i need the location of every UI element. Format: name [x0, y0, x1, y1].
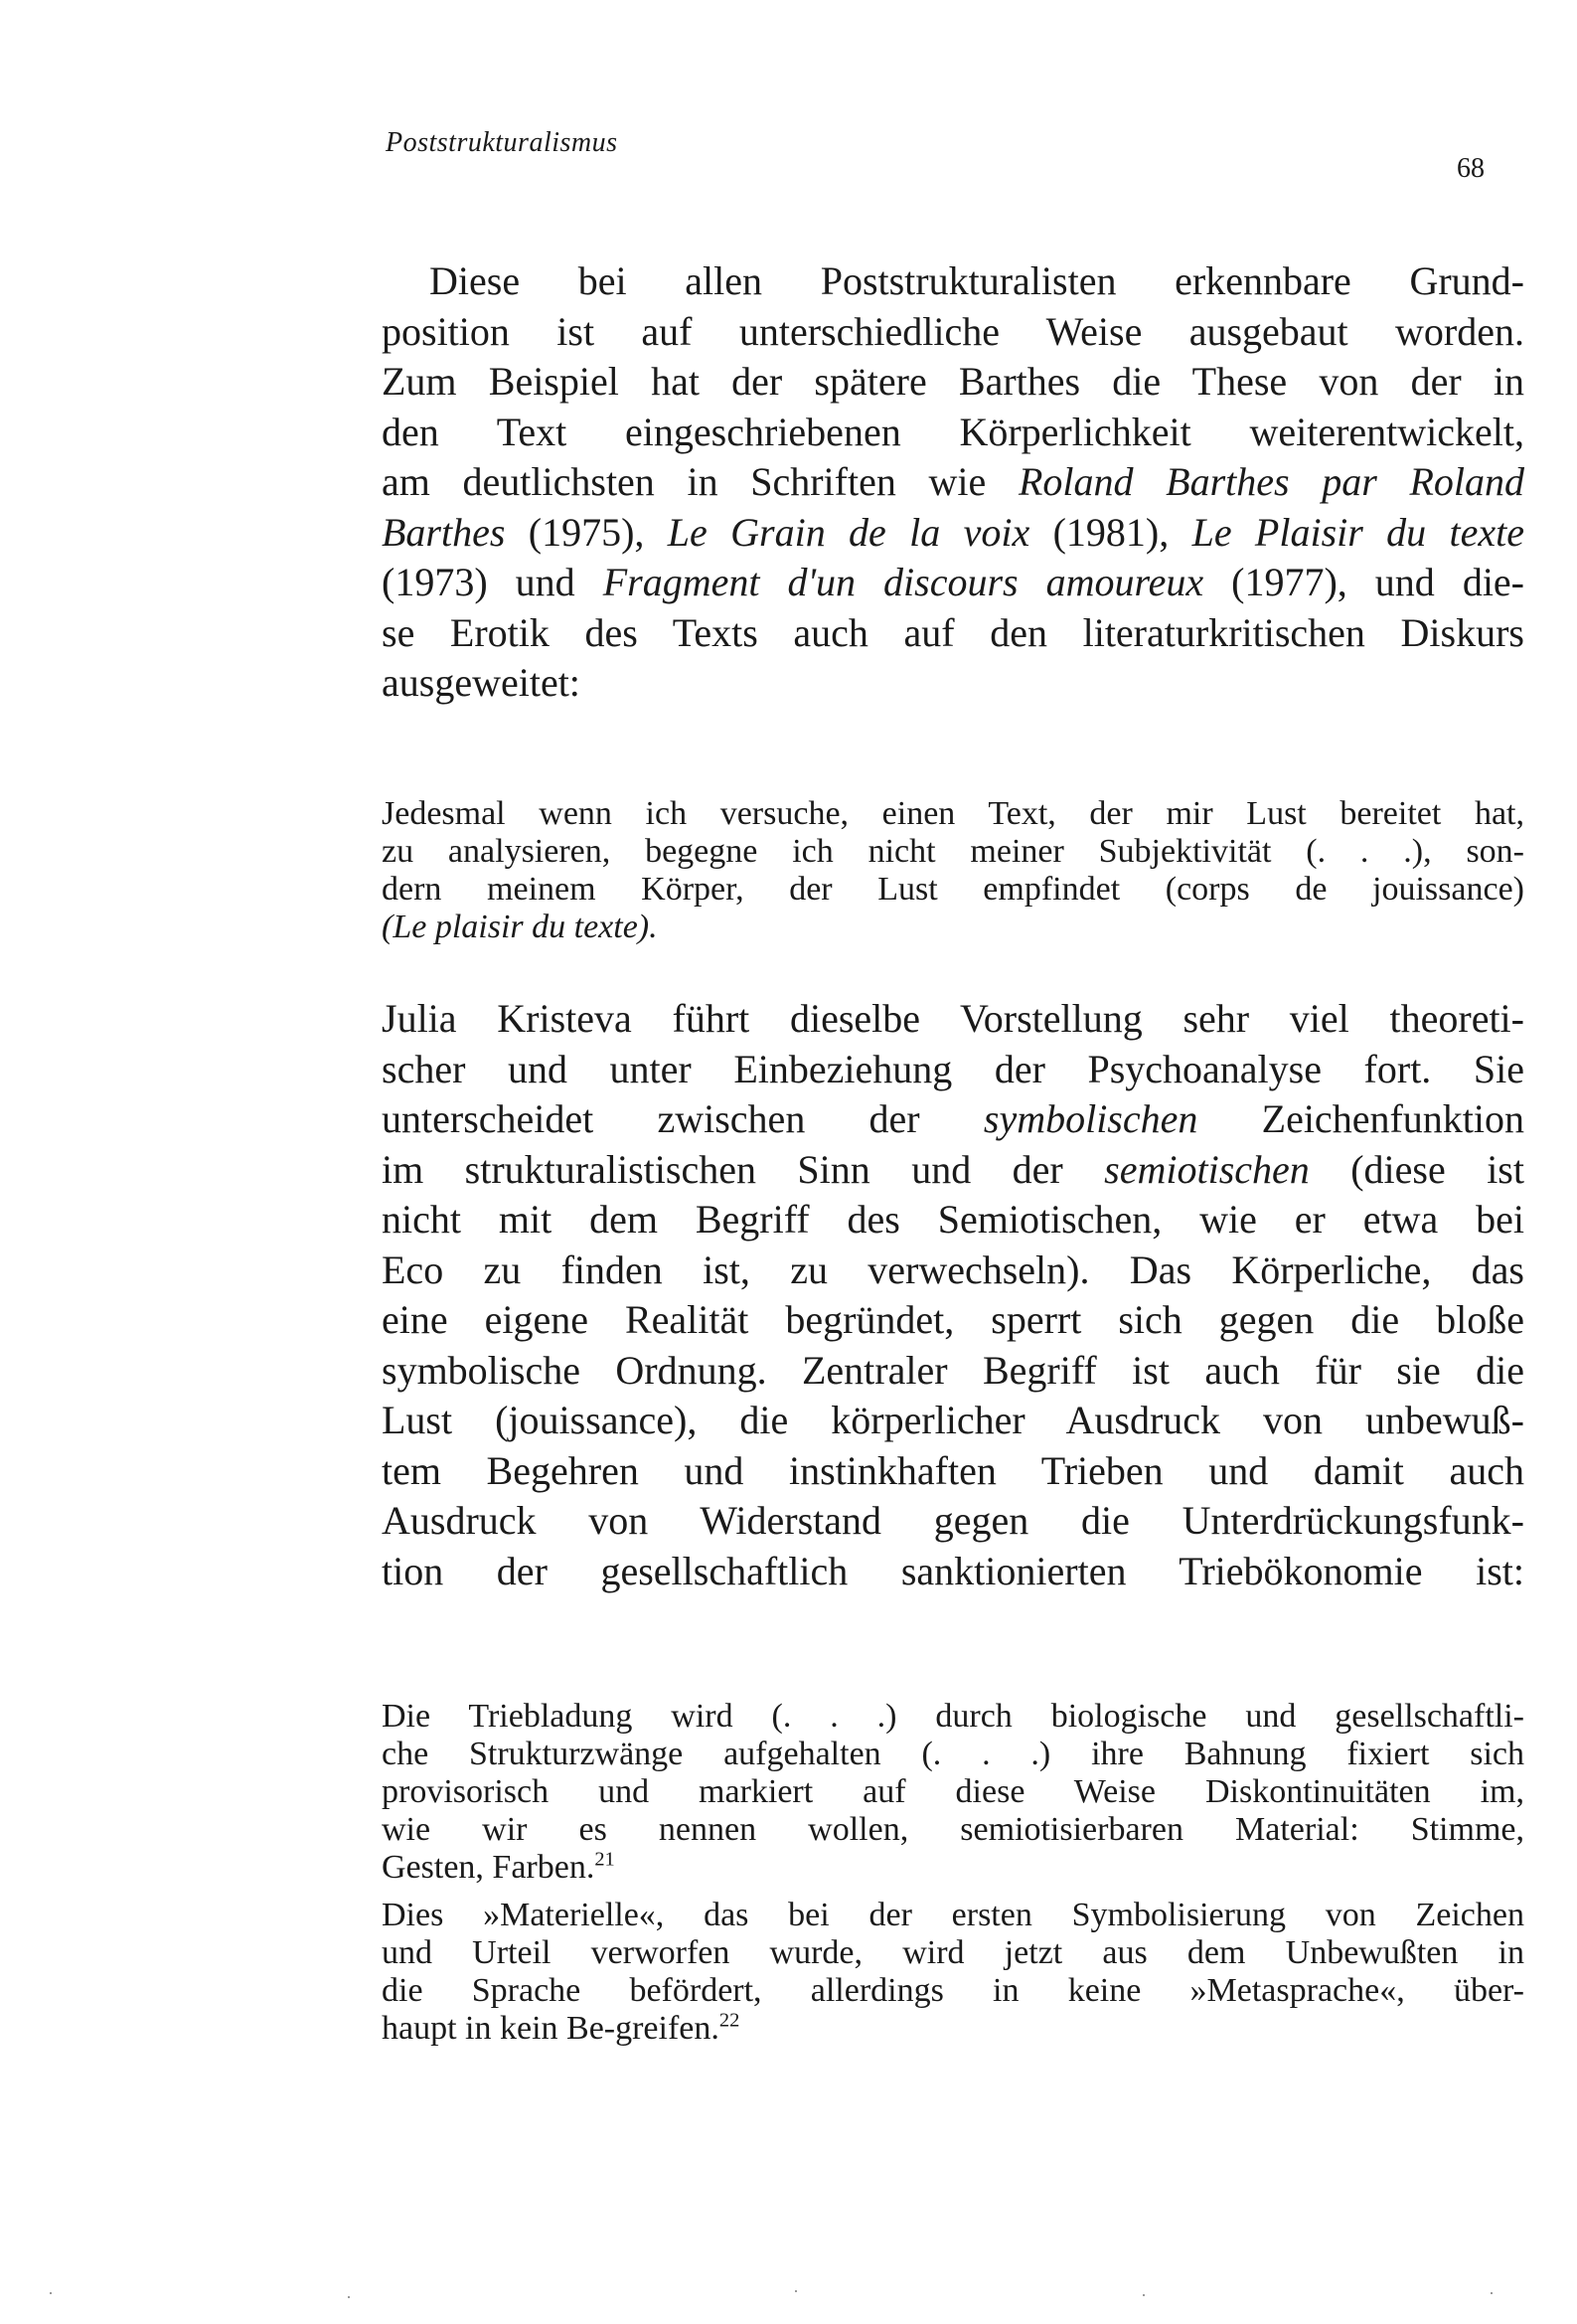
- footnote-marker: 22: [718, 2009, 740, 2032]
- source-title: (Le plaisir du texte).: [382, 909, 658, 945]
- emphasis: symbolischen: [983, 1096, 1198, 1141]
- footnote-marker: 21: [594, 1848, 615, 1871]
- text-line: Diese bei allen Poststrukturalisten erkennbare Grund-: [429, 258, 1524, 303]
- text-span: (1977), und die-: [1203, 560, 1525, 604]
- work-title: Barthes: [382, 509, 506, 555]
- quote-line: [382, 1849, 1524, 1887]
- text-line: [382, 1145, 1524, 1196]
- scan-dot: [348, 2296, 350, 2298]
- quote-line: und Urteil verworfen wurde, wird jetzt aus dem Unbewußten in: [382, 1934, 1524, 1971]
- text-line: scher und unter Einbeziehung der Psychoanalyse fort. Sie: [382, 1046, 1524, 1091]
- text-line: [382, 508, 1524, 559]
- text-span: am deutlichsten in Schriften wie: [382, 459, 1019, 504]
- scan-dot: [50, 2292, 52, 2294]
- text-line: Lust (jouissance), die körperlicher Ausdruck von unbewuß-: [382, 1398, 1524, 1442]
- quote-line: Jedesmal wenn ich versuche, einen Text, der mir Lust bereitet hat,: [382, 795, 1524, 832]
- text-line: nicht mit dem Begriff des Semiotischen, wie er etwa bei: [382, 1197, 1524, 1242]
- work-title: Le Plaisir du texte: [1191, 509, 1525, 555]
- text-line: tem Begehren und instinkhaften Trieben und damit auch: [382, 1447, 1524, 1493]
- scan-dot: [795, 2290, 797, 2292]
- text-span: (diese ist: [1309, 1146, 1524, 1192]
- text-line: eine eigene Realität begründet, sperrt sich gegen die bloße: [382, 1297, 1524, 1342]
- text-line: position ist auf unterschiedliche Weise ausgebaut worden.: [382, 308, 1524, 354]
- text-line: [382, 558, 1524, 608]
- text-line: se Erotik des Texts auch auf den literaturkritischen Diskurs: [382, 609, 1524, 655]
- quote-line: wie wir es nennen wollen, semiotisierbaren Material: Stimme,: [382, 1811, 1524, 1848]
- text-span: (1981),: [1029, 509, 1192, 555]
- text-line: [382, 457, 1524, 508]
- text-line: [382, 1094, 1524, 1145]
- quote-source: [382, 909, 1524, 946]
- text-line: Julia Kristeva führt dieselbe Vorstellung sehr viel theoreti-: [382, 996, 1524, 1041]
- quote-line: provisorisch und markiert auf diese Weise Diskontinuitäten im,: [382, 1773, 1524, 1810]
- block-quote-barthes: [382, 795, 1524, 946]
- quote-line: che Strukturzwänge aufgehalten (. . .) ihre Bahnung fixiert sich: [382, 1736, 1524, 1772]
- quote-line: Die Triebladung wird (. . .) durch biologische und gesellschaftli-: [382, 1698, 1524, 1735]
- quote-line: Dies »Materielle«, das bei der ersten Symbolisierung von Zeichen: [382, 1897, 1524, 1933]
- text-span: Zeichenfunktion: [1197, 1096, 1524, 1141]
- text-line: Zum Beispiel hat der spätere Barthes die These von der in: [382, 359, 1524, 404]
- text-span: (1973) und: [382, 560, 603, 604]
- scan-artifacts: [40, 2286, 1537, 2306]
- page-number: 68: [1457, 153, 1485, 184]
- scan-dot: [1143, 2294, 1145, 2296]
- text-line: den Text eingeschriebenen Körperlichkeit weiterentwickelt,: [382, 409, 1524, 454]
- block-quote-kristeva-2: [382, 1897, 1524, 2048]
- text-span: Gesten, Farben.: [382, 1849, 595, 1886]
- text-span: haupt in kein Be-greifen.: [382, 2010, 719, 2047]
- quote-line: [382, 2010, 1524, 2048]
- quote-line: dern meinem Körper, der Lust empfindet (corps de jouissance): [382, 871, 1524, 908]
- text-line: ausgeweitet:: [382, 660, 580, 705]
- work-title: Roland Barthes par Roland: [1018, 459, 1525, 504]
- scan-dot: [1491, 2292, 1493, 2294]
- work-title: Le Grain de la voix: [667, 509, 1030, 555]
- emphasis: semiotischen: [1104, 1146, 1310, 1192]
- text-line: tion der gesellschaftlich sanktionierten Triebökonomie ist:: [382, 1548, 1524, 1593]
- text-line: Eco zu finden ist, zu verwechseln). Das Körperliche, das: [382, 1246, 1524, 1292]
- work-title: Fragment d'un discours amoureux: [602, 560, 1204, 604]
- text-span: (1975),: [505, 509, 668, 555]
- text-span: im strukturalistischen Sinn und der: [382, 1146, 1105, 1192]
- text-span: unterscheidet zwischen der: [382, 1096, 984, 1141]
- text-line: Ausdruck von Widerstand gegen die Unterdrückungsfunk-: [382, 1498, 1524, 1543]
- quote-line: die Sprache befördert, allerdings in keine »Metasprache«, über-: [382, 1972, 1524, 2009]
- quote-line: zu analysieren, begegne ich nicht meiner Subjektivität (. . .), son-: [382, 833, 1524, 870]
- running-head: Poststrukturalismus: [386, 127, 618, 158]
- text-line: symbolische Ordnung. Zentraler Begriff ist auch für sie die: [382, 1347, 1524, 1393]
- paragraph-1: [382, 256, 1524, 709]
- paragraph-2: [382, 994, 1524, 1596]
- block-quote-kristeva-1: [382, 1698, 1524, 1887]
